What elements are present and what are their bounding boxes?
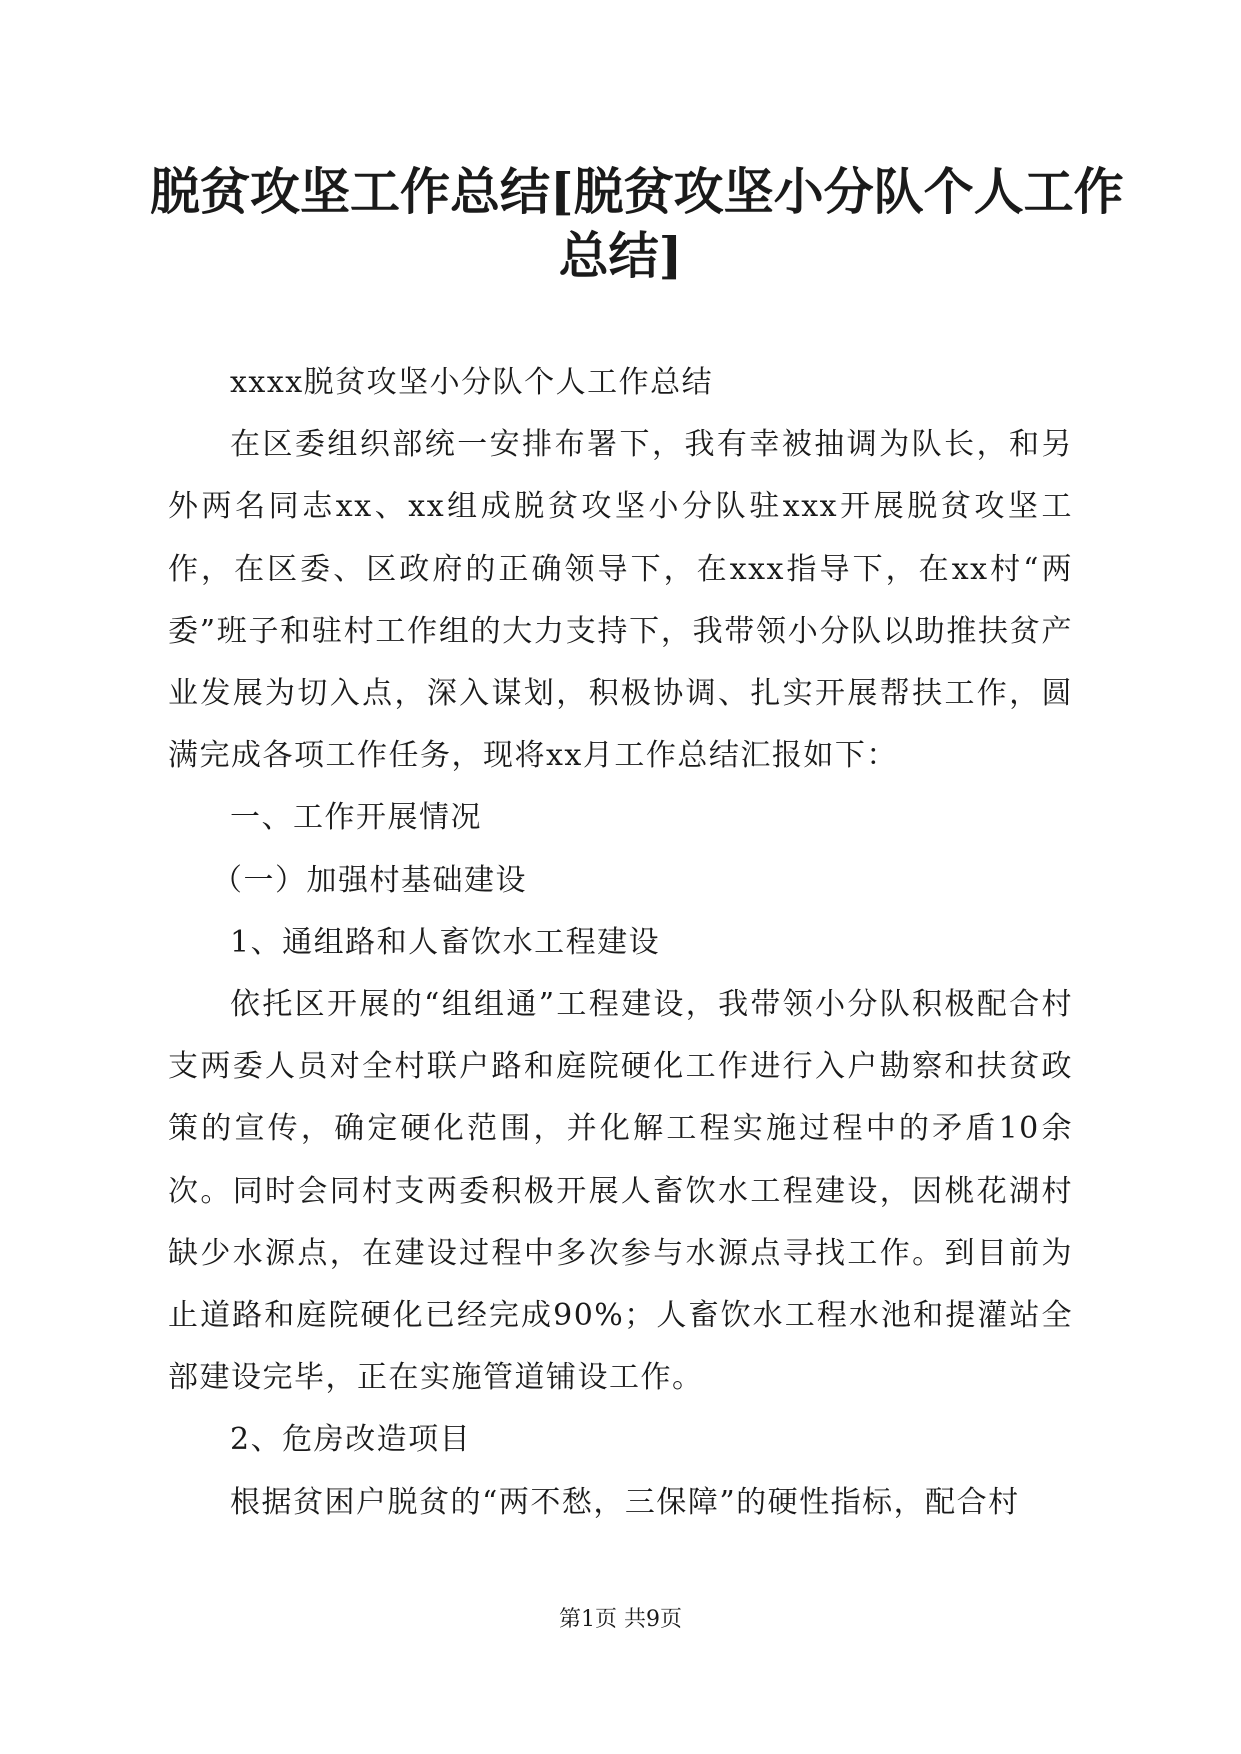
heading-item-1: 1、通组路和人畜饮水工程建设 (230, 924, 661, 960)
document-title (150, 160, 1124, 288)
paragraph-intro: 在区委组织部统一安排布署下，我有幸被抽调为队长，和另外两名同志xx、xx组成脱贫攻坚小分队驻xxx开展脱贫攻坚工作，在区委、区政府的正确领导下，在xxx指导下，在xx村“两委”班子和驻村工作组的大力支持下，我带领小分队以助推扶贫产业发展为切入点，深入谋划，积极协调、扎实开展帮扶工作，圆满完成各项工作任务，现将xx月工作总结汇报如下： (168, 427, 1073, 774)
page-footer: 第1页 共9页 (559, 1607, 682, 1632)
paragraph-item-2: 根据贫困户脱贫的“两不愁，三保障”的硬性指标，配合村 (230, 1484, 1020, 1520)
title-line-2: 总结] (558, 226, 683, 285)
title-line-1: 脱贫攻坚工作总结[脱贫攻坚小分队个人工作 (150, 162, 1124, 221)
heading-item-2: 2、危房改造项目 (230, 1422, 472, 1458)
heading-subsection-1: （一）加强村基础建设 (212, 862, 527, 898)
heading-section-1: 一、工作开展情况 (230, 800, 482, 836)
document-body (168, 352, 1073, 1534)
paragraph-item-1: 依托区开展的“组组通”工程建设，我带领小分队积极配合村支两委人员对全村联户路和庭院硬化工作进行入户勘察和扶贫政策的宣传，确定硬化范围，并化解工程实施过程中的矛盾10余次。同时会同村支两委积极开展人畜饮水工程建设，因桃花湖村缺少水源点，在建设过程中多次参与水源点寻找工作。到目前为止道路和庭院硬化已经完成90%；人畜饮水工程水池和提灌站全部建设完毕，正在实施管道铺设工作。 (168, 987, 1073, 1396)
paragraph-subtitle: xxxx脱贫攻坚小分队个人工作总结 (230, 365, 714, 400)
